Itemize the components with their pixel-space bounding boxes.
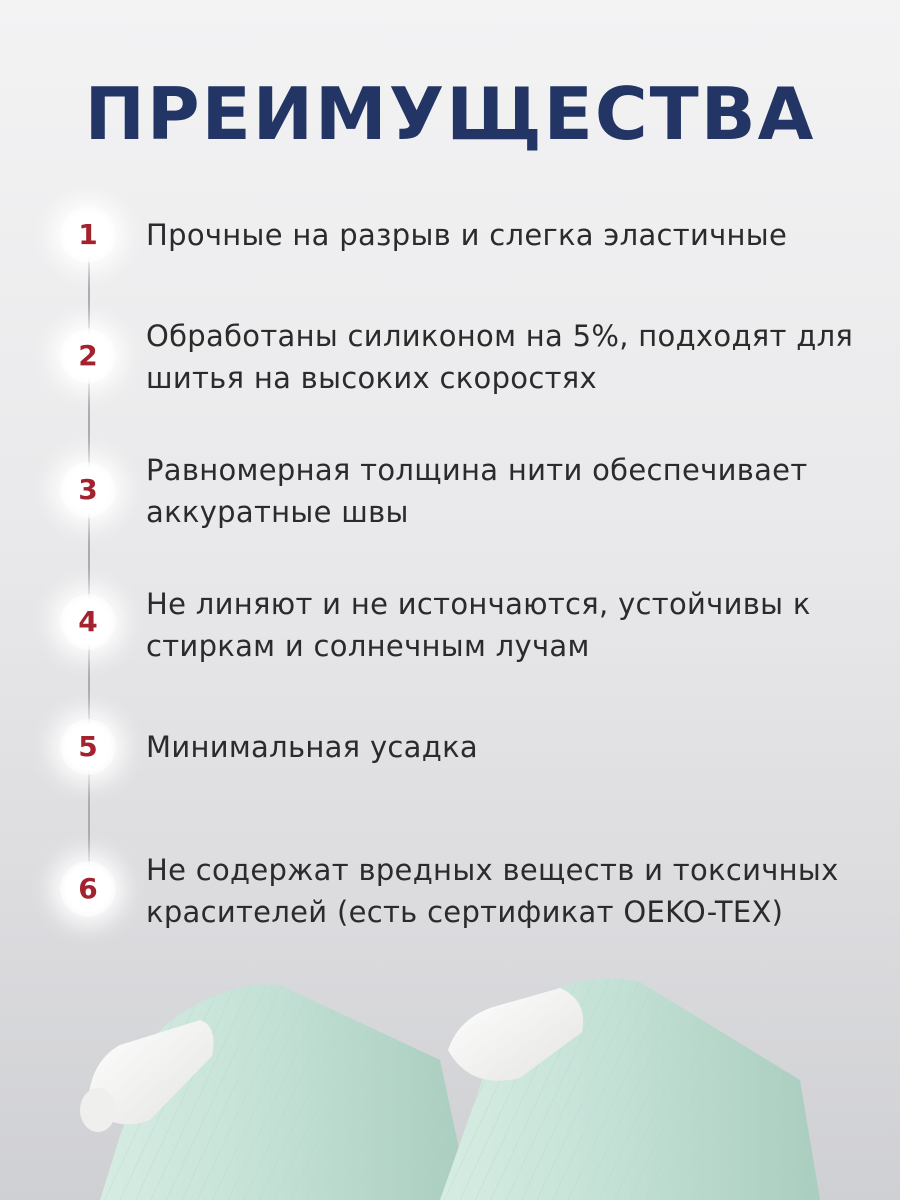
page-title: ПРЕИМУЩЕСТВА <box>84 72 816 156</box>
number-badge: 1 <box>60 207 116 263</box>
advantage-text: Прочные на разрыв и слегка эластичные <box>146 218 788 252</box>
number-badge: 4 <box>60 594 116 650</box>
thread-spools-image <box>0 960 900 1200</box>
advantage-text: Обработаны силиконом на 5%, подходят для шитья на высоких скоростях <box>146 319 854 395</box>
number-badge: 5 <box>60 719 116 775</box>
number-badge: 3 <box>60 462 116 518</box>
spool-left <box>80 985 470 1200</box>
number-badge: 6 <box>60 861 116 917</box>
advantage-text: Не линяют и не истончаются, устойчивы к стиркам и солнечным лучам <box>146 587 811 663</box>
spool-right <box>440 978 820 1200</box>
advantage-text: Равномерная толщина нити обеспечивает аккуратные швы <box>146 453 808 529</box>
advantage-text: Минимальная усадка <box>146 730 478 764</box>
number-badge: 2 <box>60 328 116 384</box>
advantage-text: Не содержат вредных веществ и токсичных красителей (есть сертификат OEKO-TEX) <box>146 853 839 929</box>
